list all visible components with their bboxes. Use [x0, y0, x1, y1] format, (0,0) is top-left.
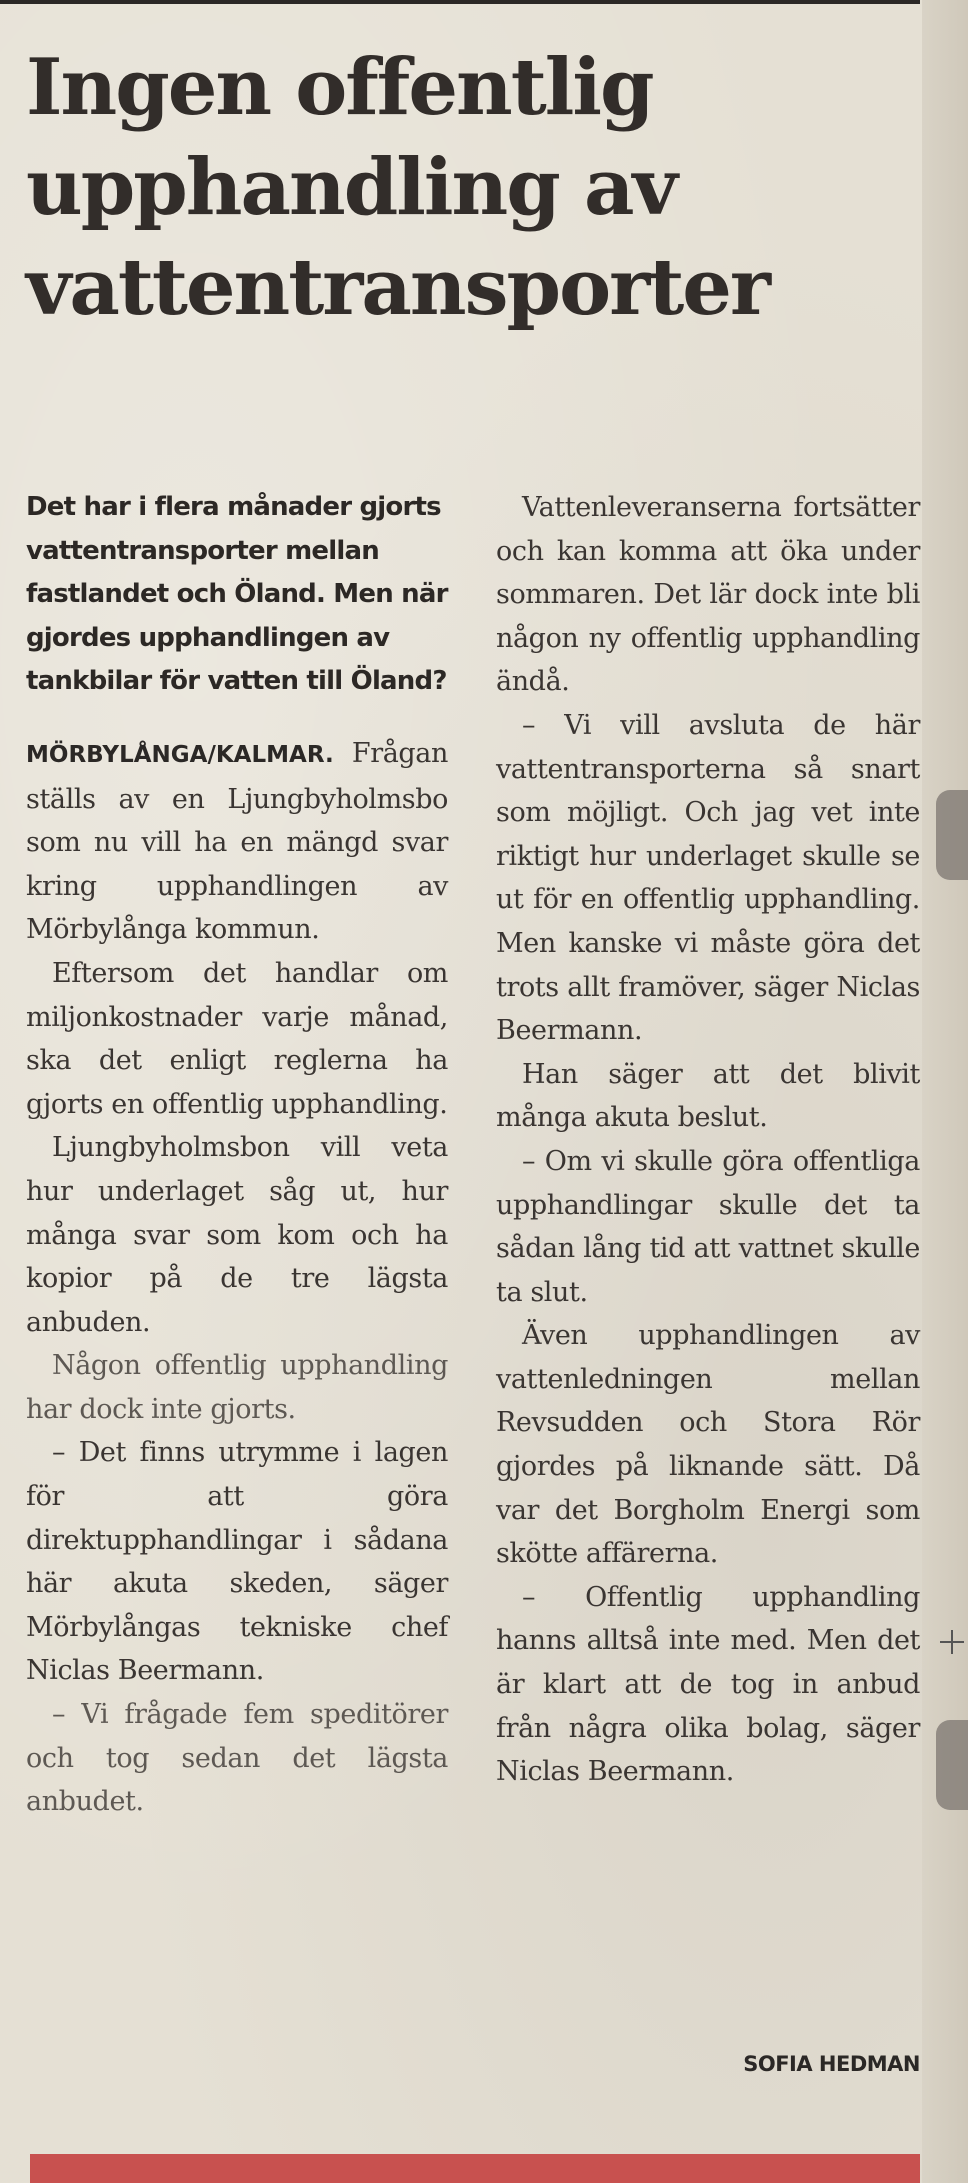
left-column	[26, 486, 448, 1824]
quote-paragraph: – Vi vill avsluta de här vattentransporterna så snart som möjligt. Och jag vet inte riktigt hur underlaget skulle se ut för en offentlig upphandling. Men kanske vi måste göra det trots allt framöver, säger Niclas Beermann.	[496, 709, 920, 1047]
byline: SOFIA HEDMAN	[743, 2052, 920, 2076]
lead-paragraph: Det har i flera månader gjorts vattentransporter mellan fastlandet och Öland. Men när gjordes upphandlingen av tankbilar för vatten till Öland?	[26, 492, 448, 697]
body-paragraph: Även upphandlingen av vattenledningen mellan Revsudden och Stora Rör gjordes på liknande sätt. Då var det Borgholm Energi som skötte affärerna.	[496, 1320, 920, 1570]
body-paragraph: Någon offentlig upphandling har dock inte gjorts.	[26, 1350, 448, 1425]
body-paragraph: Han säger att det blivit många akuta beslut.	[496, 1058, 920, 1134]
top-rule	[0, 0, 920, 4]
quote-paragraph: – Offentlig upphandling hanns alltså inte med. Men det är klart att de tog in anbud från några olika bolag, säger Niclas Beermann.	[496, 1581, 920, 1788]
body-paragraph: Eftersom det handlar om miljonkostnader varje månad, ska det enligt reglerna ha gjorts en offentlig upphandling.	[26, 957, 448, 1120]
right-column	[496, 486, 920, 1794]
quote-paragraph: – Om vi skulle göra offentliga upphandlingar skulle det ta sådan lång tid att vattnet skulle ta slut.	[496, 1145, 920, 1308]
dateline: MÖRBYLÅNGA/KALMAR.	[26, 741, 334, 768]
headline-line: vattentransporter	[26, 242, 769, 333]
scan-marker	[936, 1720, 968, 1810]
quote-paragraph: – Vi frågade fem speditörer och tog sedan det lägsta anbudet.	[26, 1699, 448, 1818]
scan-marker	[936, 790, 968, 880]
body-paragraph: Vattenleveranserna fortsätter och kan komma att öka under sommaren. Det lär dock inte bli någon ny offentlig upphandling ändå.	[496, 492, 920, 698]
body-paragraph-text: Frågan ställs av en Ljungbyholmsbo som nu vill ha en mängd svar kring upphandlingen av Mörbylånga kommun.	[26, 737, 448, 946]
headline-line: upphandling av	[26, 142, 676, 233]
headline-line: Ingen offentlig	[26, 42, 653, 133]
headline	[26, 38, 906, 338]
accent-bar	[30, 2154, 920, 2183]
adjacent-column-edge	[922, 0, 968, 2183]
body-paragraph: Ljungbyholmsbon vill veta hur underlaget såg ut, hur många svar som kom och ha kopior på de tre lägsta anbuden.	[26, 1132, 448, 1338]
registration-mark	[940, 1630, 964, 1654]
body-paragraph-first	[26, 732, 448, 952]
quote-paragraph: – Det finns utrymme i lagen för att göra direktupphandlingar i sådana här akuta skeden, säger Mörbylångas tekniske chef Niclas Beermann.	[26, 1437, 448, 1687]
